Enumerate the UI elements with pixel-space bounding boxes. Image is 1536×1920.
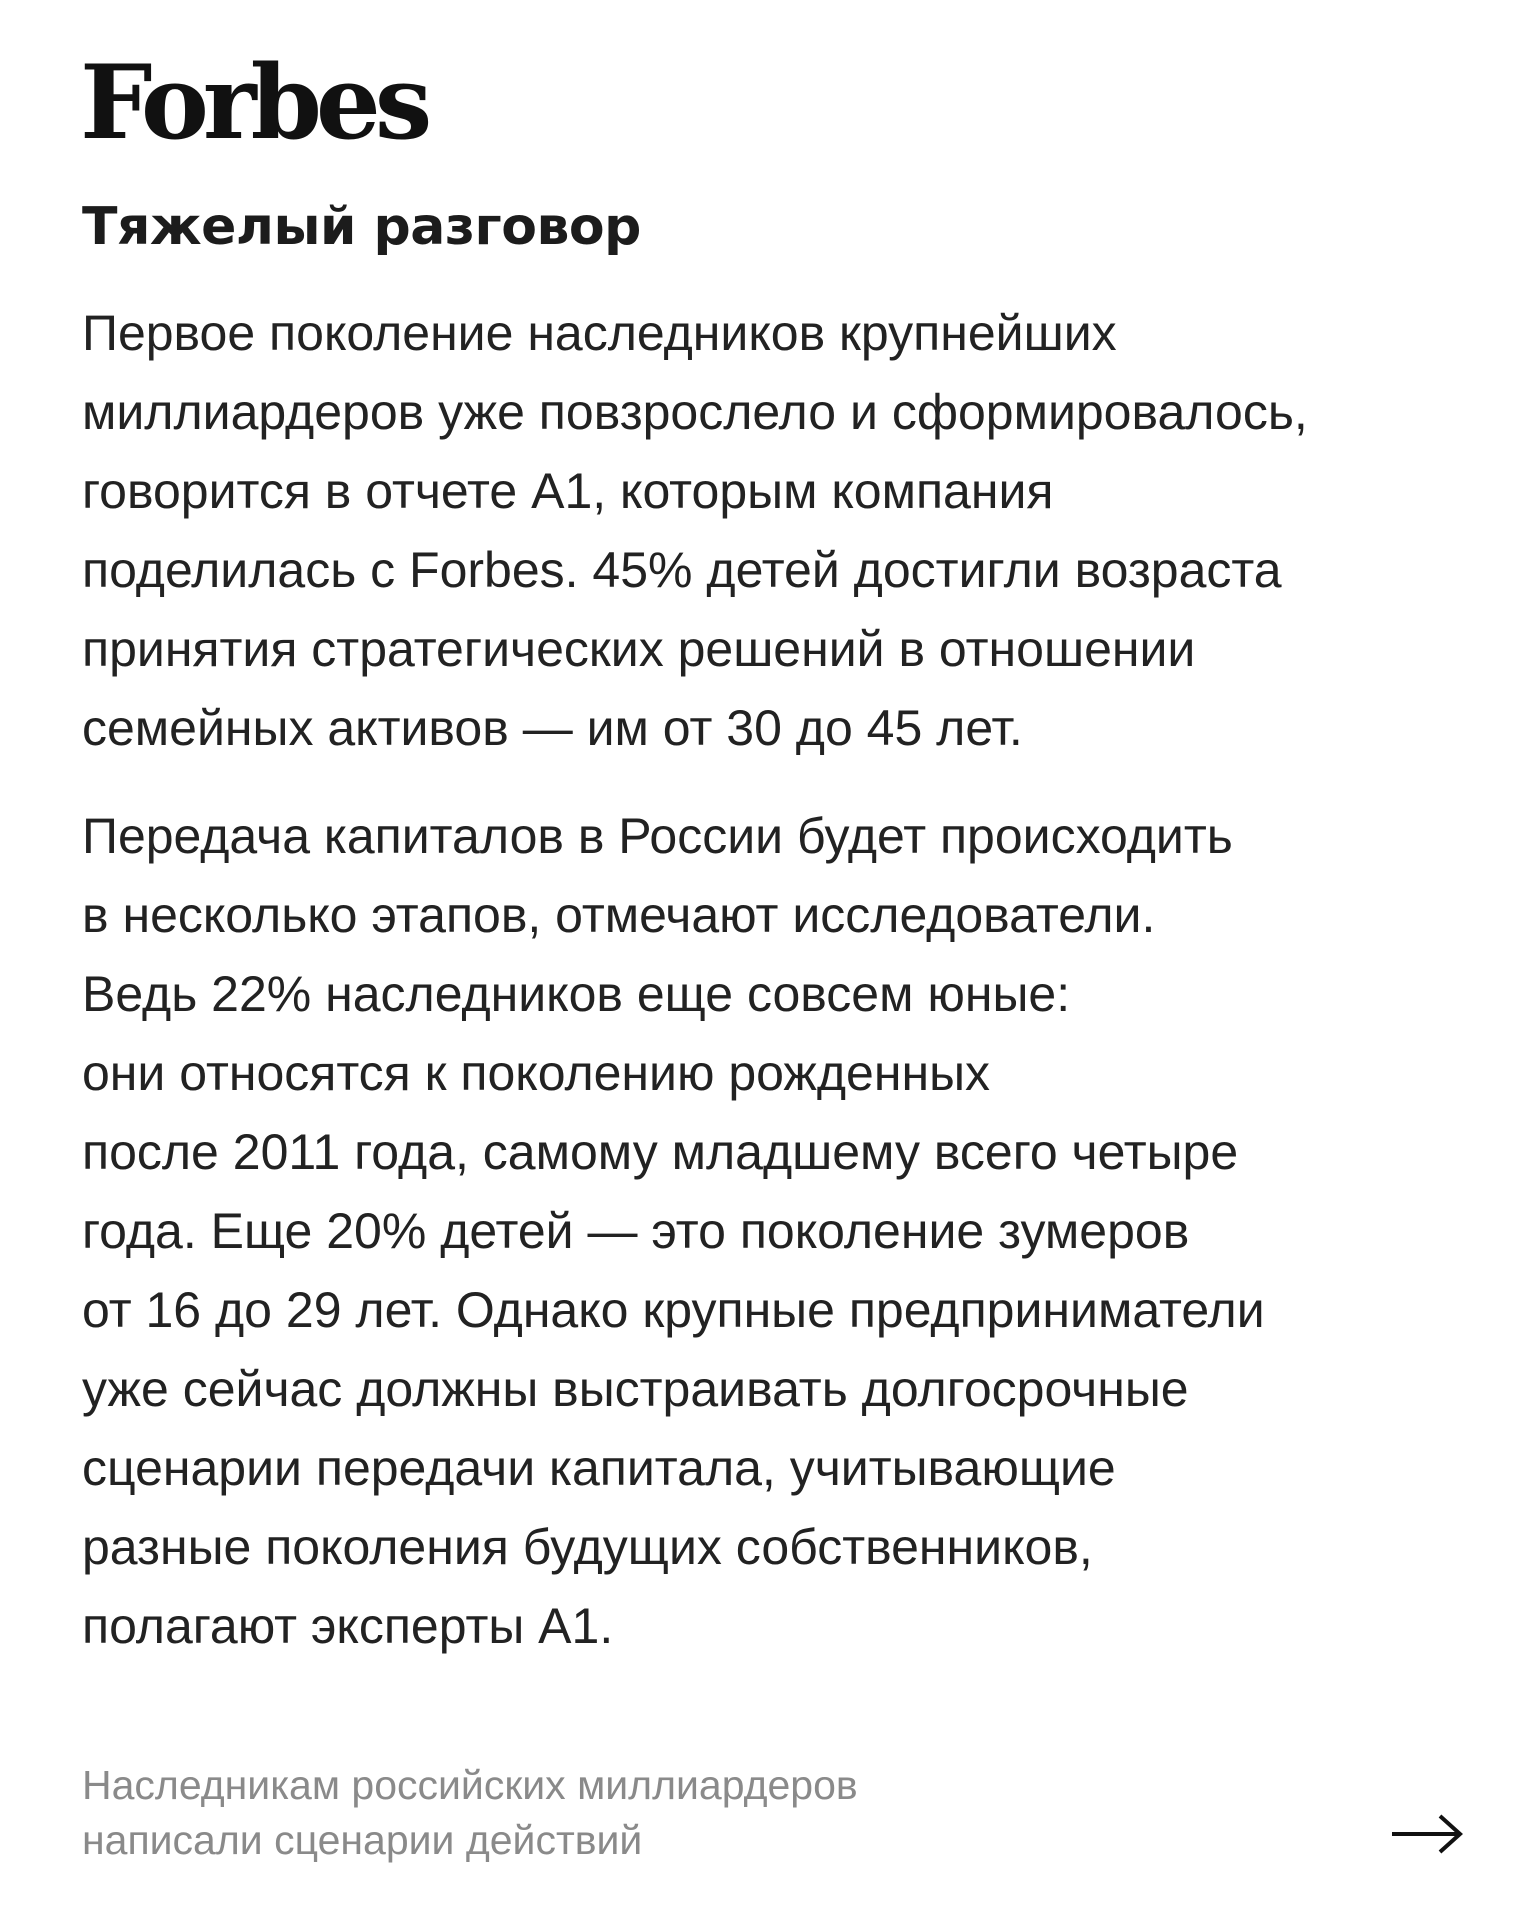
paragraph-line: семейных активов — им от 30 до 45 лет. (82, 700, 1023, 756)
paragraph-line: разные поколения будущих собственников, (82, 1519, 1093, 1575)
paragraph-line: миллиардеров уже повзрослело и сформировалось, (82, 384, 1308, 440)
related-article-line: написали сценарии действий (82, 1817, 643, 1863)
paragraph-line: говорится в отчете А1, которым компания (82, 463, 1054, 519)
section-heading: Тяжелый разговор (82, 197, 641, 257)
article-paragraph-2 (82, 797, 1265, 1666)
paragraph-line: Первое поколение наследников крупнейших (82, 305, 1117, 361)
paragraph-line: уже сейчас должны выстраивать долгосрочные (82, 1361, 1189, 1417)
paragraph-line: принятия стратегических решений в отношении (82, 621, 1196, 677)
related-article-title (82, 1758, 858, 1868)
paragraph-line: сценарии передачи капитала, учитывающие (82, 1440, 1116, 1496)
paragraph-line: Передача капиталов в России будет происходить (82, 808, 1233, 864)
paragraph-line: полагают эксперты А1. (82, 1598, 614, 1654)
arrow-right-icon (1392, 1813, 1464, 1855)
paragraph-line: после 2011 года, самому младшему всего четыре (82, 1124, 1239, 1180)
paragraph-line: Ведь 22% наследников еще совсем юные: (82, 966, 1071, 1022)
article-paragraph-1 (82, 294, 1308, 768)
paragraph-line: в несколько этапов, отмечают исследователи. (82, 887, 1156, 943)
paragraph-line: от 16 до 29 лет. Однако крупные предприниматели (82, 1282, 1265, 1338)
forbes-logo: Forbes (80, 43, 427, 163)
related-article-line: Наследникам российских миллиардеров (82, 1762, 858, 1808)
paragraph-line: они относятся к поколению рожденных (82, 1045, 991, 1101)
paragraph-line: года. Еще 20% детей — это поколение зумеров (82, 1203, 1190, 1259)
paragraph-line: поделилась с Forbes. 45% детей достигли возраста (82, 542, 1282, 598)
related-article-link[interactable] (0, 1740, 1536, 1870)
